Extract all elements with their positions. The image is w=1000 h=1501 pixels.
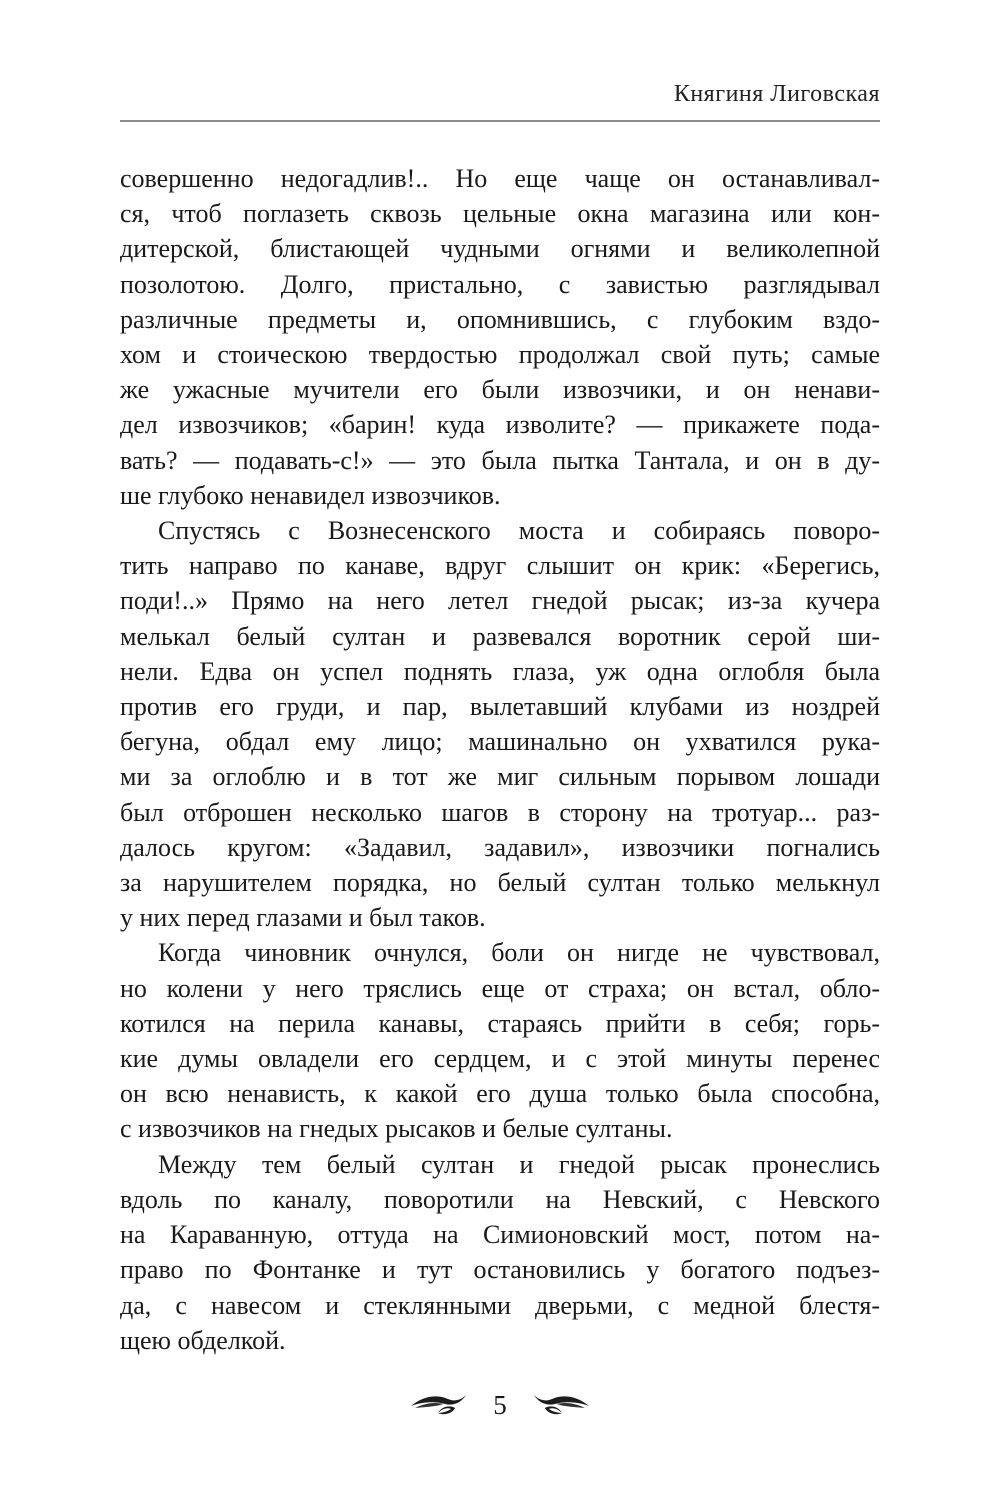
text-line: щею обделкой. [120, 1325, 286, 1355]
text-line: да, с навесом и стеклянными дверьми, с медной блестя- [120, 1290, 880, 1320]
text-line: на Караванную, оттуда на Симионовский мост, потом на- [120, 1220, 880, 1250]
text-line: различные предметы и, опомнившись, с глубоким вздо- [120, 304, 880, 334]
text-line: поди!..» Прямо на него летел гнедой рысак; из-за кучера [120, 586, 880, 616]
text-line: дитерской, блистающей чудными огнями и великолепной [120, 234, 880, 264]
text-line: с извозчиков на гнедых рысаков и белые султаны. [120, 1114, 673, 1144]
text-line: ся, чтоб поглазеть сквозь цельные окна магазина или кон- [120, 199, 880, 229]
header-rule [120, 120, 880, 122]
text-line: кие думы овладели его сердцем, и с этой минуты перенес [120, 1044, 880, 1074]
text-line: дел извозчиков; «барин! куда изволите? — прикажете пода- [120, 410, 880, 440]
text-line: вдоль по каналу, поворотили на Невский, с Невского [120, 1184, 880, 1214]
swash-flourish-left-icon [409, 1392, 467, 1418]
text-line: был отброшен несколько шагов в сторону на тротуар... раз- [120, 797, 880, 827]
text-line: же ужасные мучители его были извозчики, и он ненави- [120, 375, 880, 405]
text-line: тить направо по канаве, вдруг слышит он крик: «Берегись, [120, 551, 880, 581]
text-line: но колени у него тряслись еще от страха; он встал, обло- [120, 973, 880, 1003]
text-line: хом и стоическою твердостью продолжал свой путь; самые [120, 340, 880, 370]
text-line: у них перед глазами и был таков. [120, 903, 486, 933]
text-line: против его груди, и пар, вылетавший клубами из ноздрей [120, 692, 880, 722]
text-line: вать? — подавать-с!» — это была пытка Тантала, и он в ду- [120, 445, 880, 475]
text-line: Между тем белый султан и гнедой рысак пронеслись [158, 1149, 880, 1179]
text-line: котился на перила канавы, стараясь прийти в себя; горь- [120, 1008, 880, 1038]
text-line: совершенно недогадлив!.. Но еще чаще он останавливал- [120, 164, 880, 193]
text-line: нели. Едва он успел поднять глаза, уж одна оглобля была [120, 656, 880, 686]
text-line: далось кругом: «Задавил, задавил», извозчики погнались [120, 832, 880, 862]
text-line: право по Фонтанке и тут остановились у богатого подъез- [120, 1255, 880, 1285]
text-line: ми за оглоблю и в тот же миг сильным порывом лошади [120, 762, 880, 792]
text-line: за нарушителем порядка, но белый султан только мелькнул [120, 868, 880, 898]
page-text [120, 161, 880, 1358]
page-number: 5 [493, 1390, 507, 1420]
text-line: Спустясь с Вознесенского моста и собираясь поворо- [158, 516, 880, 546]
text-line: ше глубоко ненавидел извозчиков. [120, 480, 501, 510]
text-line: Когда чиновник очнулся, боли он нигде не чувствовал, [158, 938, 880, 968]
text-line: бегуна, обдал ему лицо; машинально он ухватился рука- [120, 727, 880, 757]
text-line: позолотою. Долго, пристально, с завистью разглядывал [120, 269, 880, 299]
text-line: он всю ненависть, к какой его душа только была способна, [120, 1079, 880, 1109]
running-header [120, 80, 880, 108]
text-line: мелькал белый султан и развевался воротник серой ши- [120, 621, 880, 651]
header-title: Княгиня Лиговская [673, 81, 880, 107]
swash-flourish-right-icon [533, 1392, 591, 1418]
footer [0, 1385, 1000, 1425]
text-column [120, 0, 880, 1358]
